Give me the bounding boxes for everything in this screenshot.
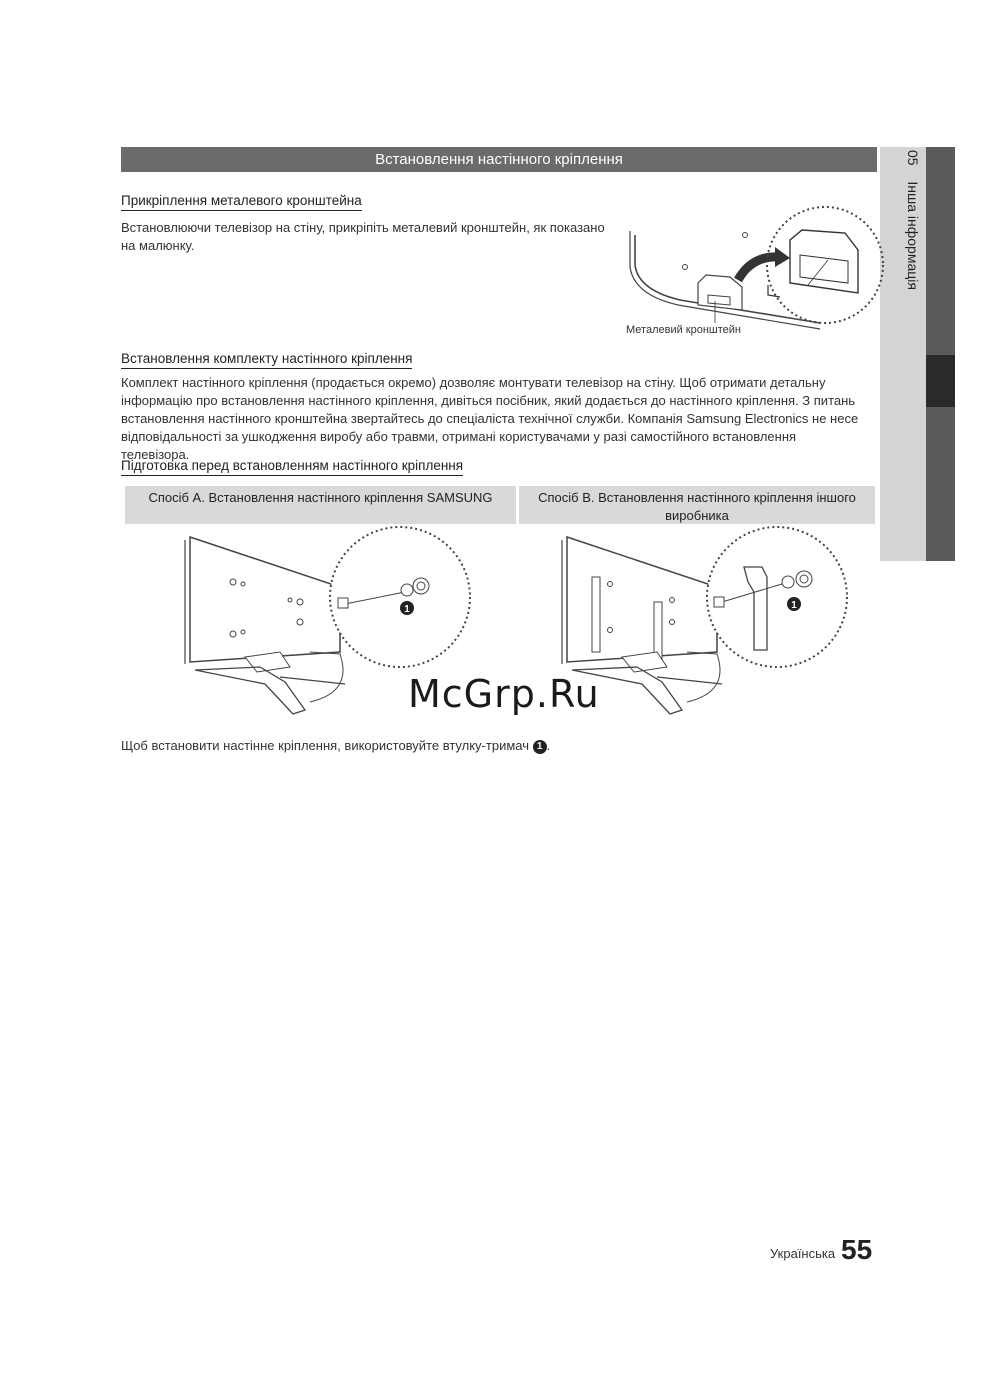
chapter-title: Інша інформація — [905, 181, 921, 290]
section2-heading: Встановлення комплекту настінного кріплення — [121, 351, 412, 369]
callout-a-number: 1 — [404, 604, 410, 615]
banner-title: Встановлення настінного кріплення — [375, 151, 623, 168]
section1-heading: Прикріплення металевого кронштейна — [121, 193, 362, 211]
section3-note — [121, 737, 550, 755]
method-a-label: Спосіб A. Встановлення настінного кріплення SAMSUNG — [148, 490, 493, 505]
side-tab-active-marker — [926, 355, 955, 407]
bracket-caption: Металевий кронштейн — [626, 324, 741, 336]
method-b-header — [519, 486, 875, 524]
method-b-figure — [562, 532, 867, 722]
chapter-number: 05 — [905, 150, 921, 166]
note-end: . — [546, 738, 551, 753]
note-callout-icon: 1 — [533, 740, 547, 754]
callout-b-number: 1 — [791, 600, 797, 611]
side-tab-label — [895, 150, 921, 310]
section-banner — [121, 147, 877, 172]
note-text: Щоб встановити настінне кріплення, використовуйте втулку-тримач — [121, 738, 529, 753]
page-number: 55 — [841, 1234, 873, 1265]
watermark: McGrp.Ru — [408, 672, 600, 716]
section2-text: Комплект настінного кріплення (продається окремо) дозволяє монтувати телевізор на стіну. Щоб отримати детальну інформацію про встановлення настінного кріплення, дивіться посібник, який додається до настінного кріплення. З питань встановлення настінного кронштейна звертайтесь до спеціаліста технічної служби. Компанія Samsung Electronics не несе відповідальності за ушкодження виробу або травми, отримані користувачами у разі самостійного встановлення телевізора. — [121, 375, 859, 462]
section1-text: Встановлюючи телевізор на стіну, прикріпіть металевий кронштейн, як показано на малюнку. — [121, 220, 605, 253]
section3-heading: Підготовка перед встановленням настінного кріплення — [121, 458, 463, 476]
method-a-header — [125, 486, 516, 524]
method-b-label: Спосіб B. Встановлення настінного кріплення іншого виробника — [538, 490, 856, 523]
side-tab-strip — [926, 147, 955, 561]
metal-bracket-figure — [620, 195, 880, 345]
footer-language: Українська — [770, 1246, 836, 1261]
